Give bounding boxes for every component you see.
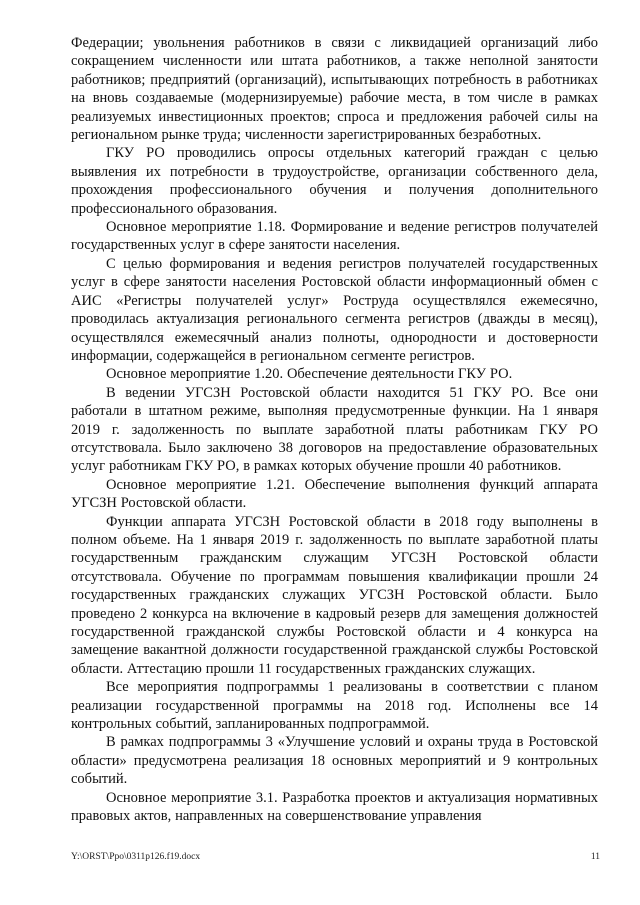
document-body xyxy=(71,34,598,825)
paragraph: С целью формирования и ведения регистров получателей государственных услуг в сфере занятости населения Ростовской области информационный обмен с АИС «Регистры получателей услуг» Роструда осуществлялся ежемесячно, проводилась актуализация регионального сегмента регистров (дважды в месяц), осуществлялся ежемесячный анализ полноты, однородности и достоверности информации, содержащейся в региональном сегменте регистров. xyxy=(71,255,598,364)
paragraph: Основное мероприятие 1.20. Обеспечение деятельности ГКУ РО. xyxy=(106,366,513,383)
paragraph: Функции аппарата УГСЗН Ростовской области в 2018 году выполнены в полном объеме. На 1 января 2019 г. задолженность по выплате заработной платы государственным гражданским служащим УГСЗН Ростовской области отсутствовала. Обучение по программам повышения квалификации прошли 24 государственных гражданских служащих УГСЗН Ростовской области. Было проведено 2 конкурса на включение в кадровый резерв для замещения должностей государственной гражданской службы Ростовской области и 4 конкурса на замещение вакантной должности государственной гражданской службы Ростовской области. Аттестацию прошли 11 государственных гражданских служащих. xyxy=(71,513,598,677)
paragraph: В ведении УГСЗН Ростовской области находится 51 ГКУ РО. Все они работали в штатном режиме, выполняя предусмотренные функции. На 1 января 2019 г. задолженность по выплате заработной платы работникам ГКУ РО отсутствовала. Было заключено 38 договоров на предоставление образовательных услуг работникам ГКУ РО, в рамках которых обучение прошли 40 работников. xyxy=(71,384,598,475)
paragraph: Основное мероприятие 1.21. Обеспечение выполнения функций аппарата УГСЗН Ростовской области. xyxy=(71,476,598,512)
paragraph: ГКУ РО проводились опросы отдельных категорий граждан с целью выявления их потребности в трудоустройстве, организации собственного дела, прохождения профессионального обучения и получения дополнительного профессионального образования. xyxy=(71,145,598,217)
paragraph: В рамках подпрограммы 3 «Улучшение условий и охраны труда в Ростовской области» предусмотрена реализация 18 основных мероприятий и 9 контрольных событий. xyxy=(71,734,598,788)
paragraph: Основное мероприятие 1.18. Формирование и ведение регистров получателей государственных услуг в сфере занятости населения. xyxy=(71,219,598,254)
paragraph-continuation: Федерации; увольнения работников в связи с ликвидацией организаций либо сокращением численности или штата работников, а также неполной занятости работников; предприятий (организаций), испытывающих потребность в работниках на вновь создаваемые (модернизируемые) рабочие места, в том числе в рамках реализуемых инвестиционных проектов; спроса и предложения рабочей силы на региональном рынке труда; численности зарегистрированных безработных. xyxy=(71,35,598,144)
paragraph: Основное мероприятие 3.1. Разработка проектов и актуализация нормативных правовых актов, направленных на совершенствование управления xyxy=(71,789,598,825)
page-number: 11 xyxy=(590,852,600,862)
footer-file-path: Y:\ORST\Ppo\0311p126.f19.docx xyxy=(71,852,201,862)
paragraph: Все мероприятия подпрограммы 1 реализованы в соответствии с планом реализации государственной программы на 2018 год. Исполнены все 14 контрольных событий, запланированных подпрограммой. xyxy=(71,679,598,733)
